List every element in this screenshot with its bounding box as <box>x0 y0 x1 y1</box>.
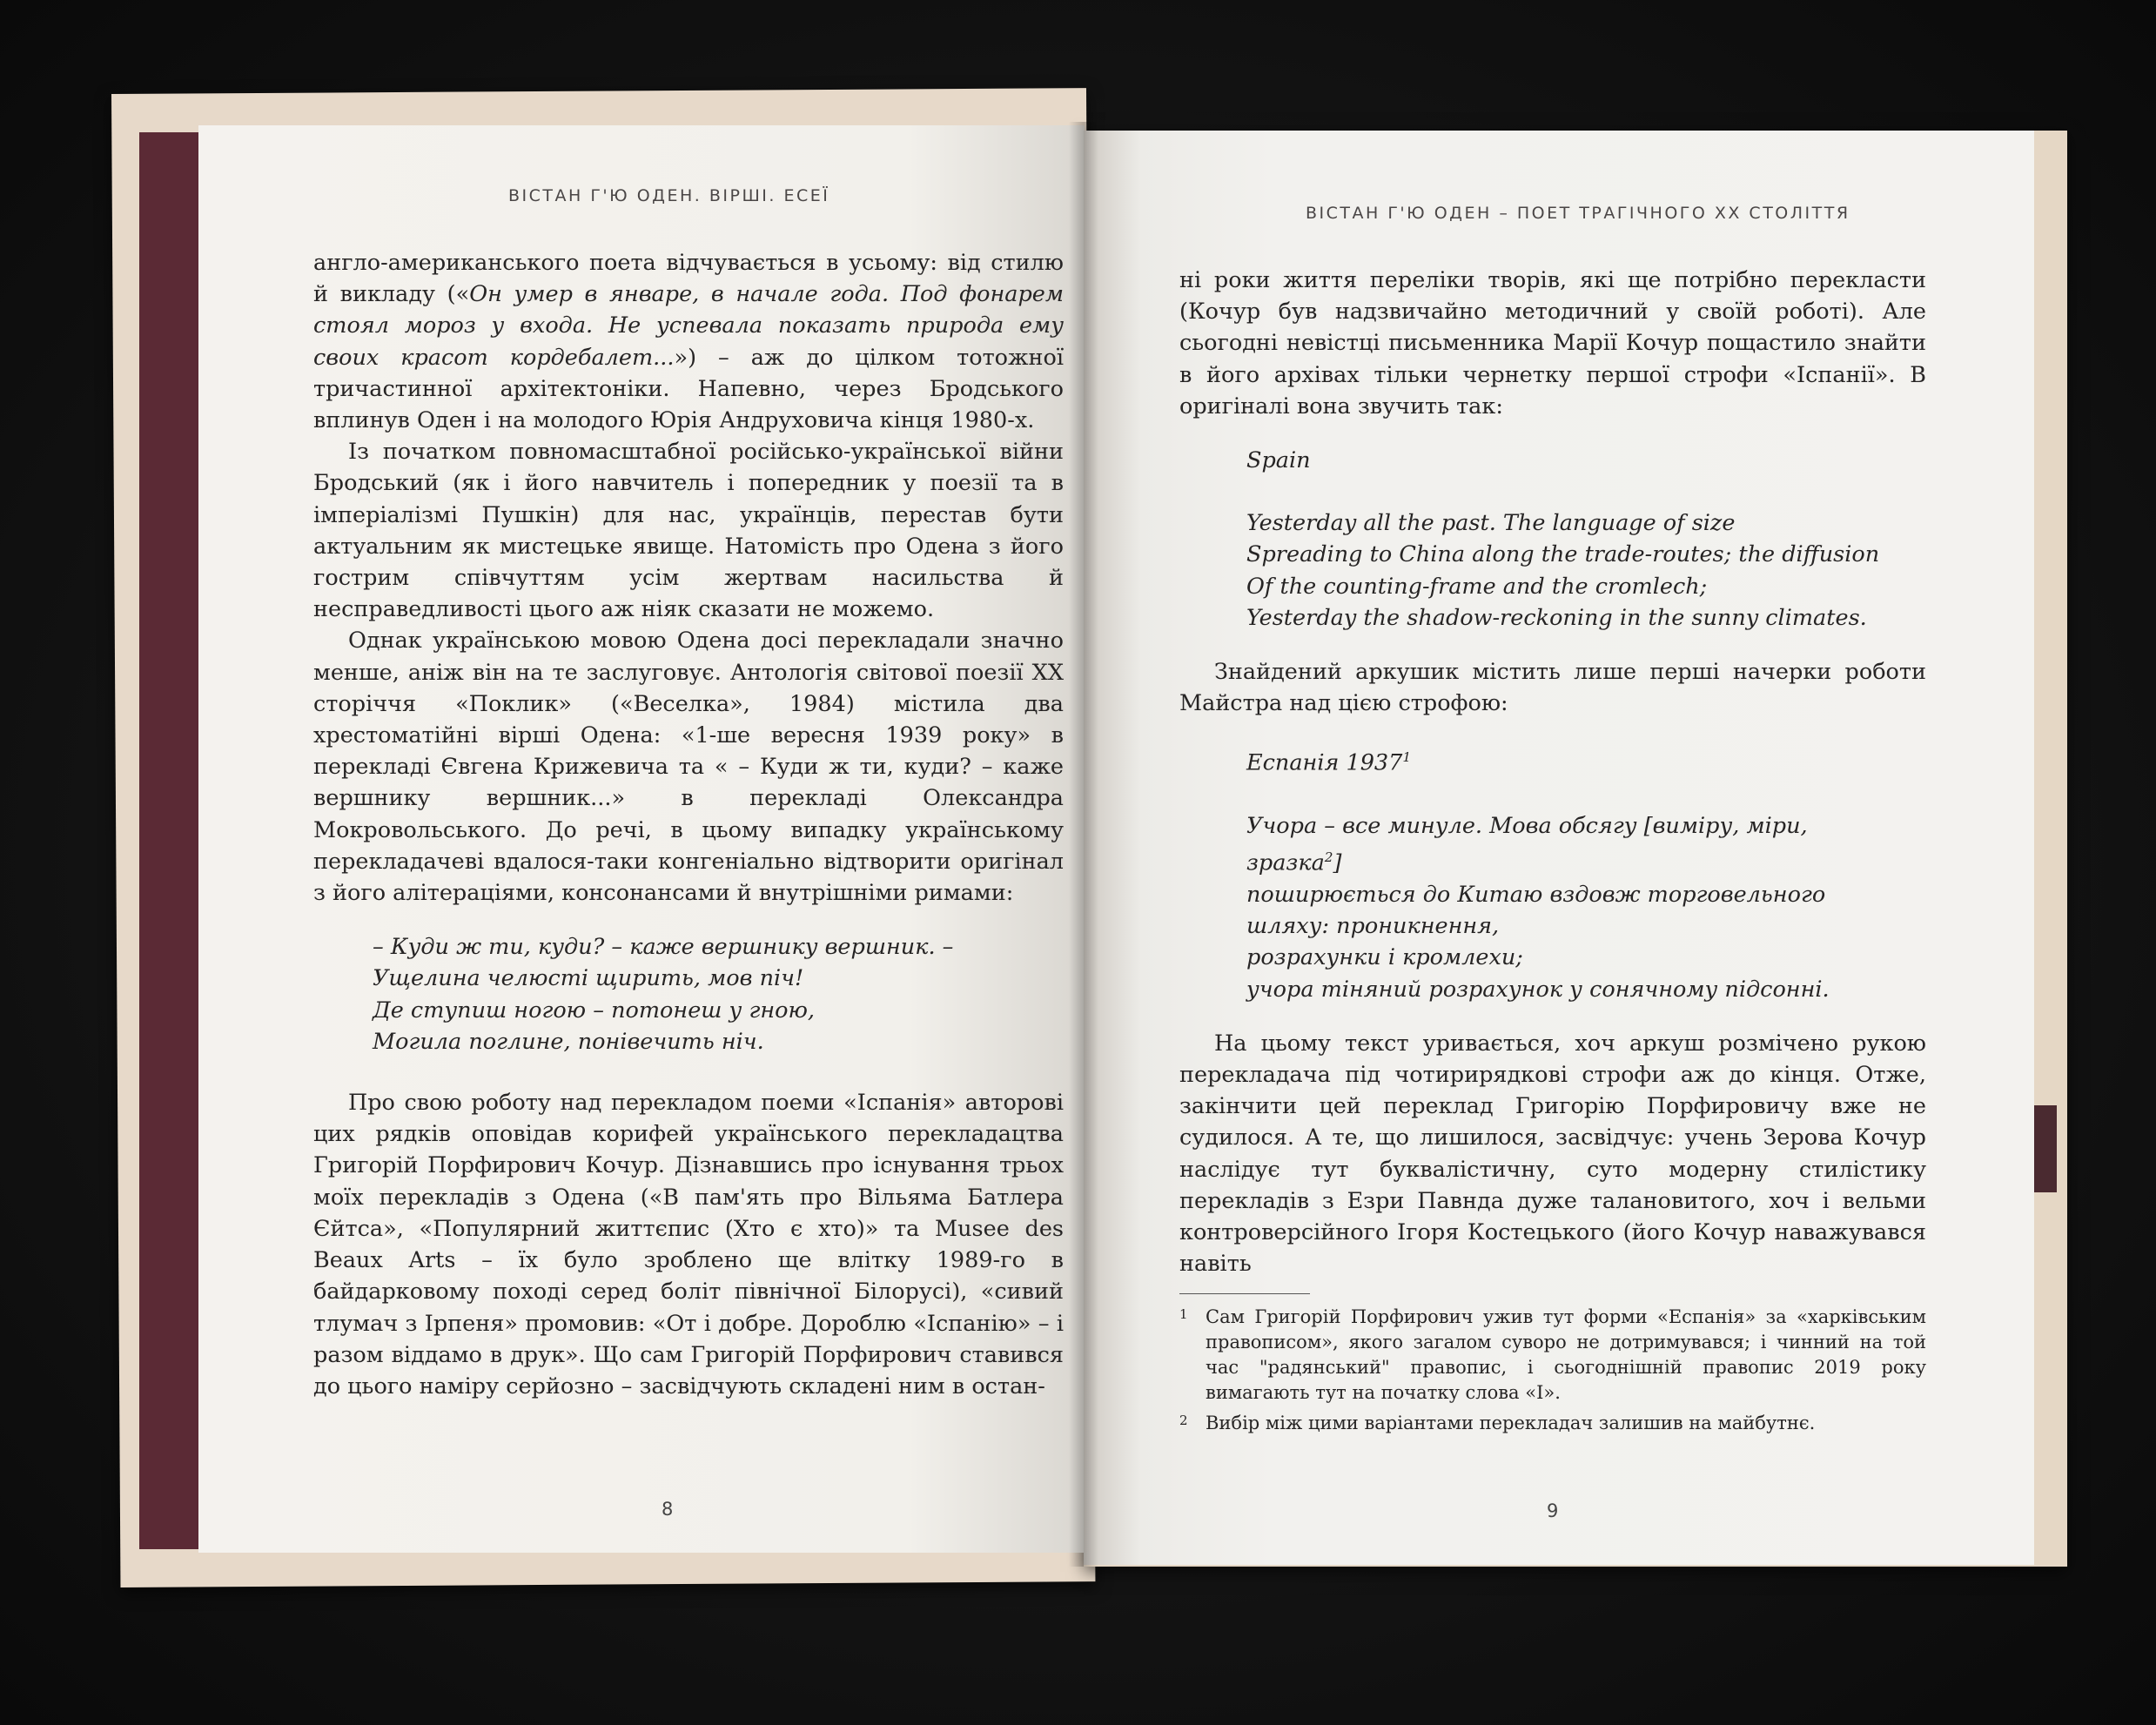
left-paragraph-1: англо-американського поета відчувається в усьому: від стилю й викладу («Он умер в январе, в начале года. Под фонарем стоял мороз у входа. Не успевала показать природа ему своих красот кордебалет...») – аж до цілком тотожної тричастинної архітектоніки. Напевно, через Бродського вплинув Оден і на молодого Юрія Андруховича кінця 1980-х. <box>313 250 1065 434</box>
ukrainian-verse <box>1179 742 1926 1004</box>
page-number-left: 8 <box>662 1499 674 1520</box>
verse-line: Yesterday the shadow-reckoning in the sunny climates. <box>1246 604 1867 631</box>
verse-line: зразка$^2$] <box>1246 849 1342 876</box>
verse-line: Де ступиш ногою – потонеш у гною, <box>373 997 816 1024</box>
right-text-block <box>1179 265 1926 1436</box>
verse-line: Ущелина челюсті щирить, мов піч! <box>373 965 804 992</box>
verse-title: Spain <box>1246 447 1311 474</box>
verse-line: поширюється до Китаю вздовж торговельного <box>1246 882 1826 909</box>
left-text-block <box>313 247 1064 1402</box>
right-paragraph-2: Знайдений аркушик містить лише перші начерки роботи Майстра над цією строфою: <box>1179 659 1926 717</box>
verse-line: Могила поглине, понівечить ніч. <box>373 1028 764 1055</box>
footnote-ref-1[interactable]: 1 <box>1402 749 1412 766</box>
page-number-right: 9 <box>1547 1500 1559 1521</box>
verse-line: – Куди ж ти, куди? – каже вершнику вершник. – <box>373 934 954 961</box>
verse-line: Of the counting-frame and the cromlech; <box>1246 573 1708 600</box>
verse-line: Yesterday all the past. The language of size <box>1246 510 1736 537</box>
endpaper-band-left <box>139 132 202 1549</box>
left-paragraph-2: Із початком повномасштабної російсько-української війни Бродський (як і його навчитель і попередник у поезії та в імперіалізмі Пушкін) для нас, українців, перестав бути актуальним як мистецьке явище. Натомість про Одена з його гострим співчуттям усім жертвам насильства й несправедливості цього аж ніяк сказати не можемо. <box>313 439 1064 623</box>
ribbon-bookmark <box>2032 1105 2057 1192</box>
verse-line: Учора – все минуле. Мова обсягу [виміру, міри, <box>1246 813 1808 840</box>
verse-line: розрахунки і кромлехи; <box>1246 944 1523 971</box>
left-paragraph-4: Про свою роботу над перекладом поеми «Іспанія» авторові цих рядків оповідав корифей українського перекладацтва Григорій Порфирович Кочур. Дізнавшись про існування трьох моїх перекладів з Одена («В пам'ять про Вільяма Батлера Єйтса», «Популярний життєпис (Хто є хто)» та Musee des Beaux Arts – їх було зроблено ще влітку 1989-го в байдарковому поході серед боліт північної Білорусі), «сивий тлумач з Ірпеня» промовив: «От і добре. Дороблю «Іспанію» – і разом віддамо в друк». Що сам Григорій Порфирович ставився до цього наміру серйозно – засвідчують складені ним в остан- <box>313 1090 1064 1399</box>
right-page <box>1084 131 2034 1565</box>
footnote-ref-2[interactable]: 2 <box>1324 849 1333 866</box>
english-verse <box>1179 445 1926 634</box>
footnotes <box>1179 1305 1926 1436</box>
verse-line: Spreading to China along the trade-routes; the diffusion <box>1246 541 1880 568</box>
left-verse-quote <box>313 931 1064 1057</box>
book-spine-gutter <box>1069 122 1098 1567</box>
verse-line: шляху: проникнення, <box>1246 913 1500 940</box>
left-paragraph-3: Однак українською мовою Одена досі перекладали значно менше, аніж він на те заслуговує. Антологія світової поезії XX сторіччя «Поклик» («Веселка», 1984) містила два хрестоматійні вірші Одена: «1-ше вересня 1939 року» в перекладі Євгена Крижевича та « – Куди ж ти, куди? – каже вершнику вершник...» в перекладі Олександра Мокровольського. До речі, в цьому випадку українському перекладачеві вдалося-таки конгеніально відтворити оригінал з його алітераціями, консонансами й внутрішніми римами: <box>313 628 1064 907</box>
left-running-head: ВІСТАН Г'Ю ОДЕН. ВІРШІ. ЕСЕЇ <box>508 186 830 205</box>
footnote-2: 2 Вибір між цими варіантами перекладач залишив на майбутнє. <box>1179 1413 1816 1434</box>
footnote-1: 1 Сам Григорій Порфирович ужив тут форми «Еспанія» за «харківським правописом», якого загалом суворо не дотримувався; і чинний на той час "радянський" правопис, і сьогоднішній правопис 2019 року вимагають тут на початку слова «І». <box>1179 1306 1926 1404</box>
right-running-head: ВІСТАН Г'Ю ОДЕН – ПОЕТ ТРАГІЧНОГО XX СТОЛІТТЯ <box>1306 204 1850 223</box>
verse-title: Еспанія 1937$^1$ <box>1246 749 1412 776</box>
right-paragraph-3: На цьому текст уривається, хоч аркуш розмічено рукою перекладача під чотирирядкові строфи аж до кінця. Отже, закінчити цей переклад Григорію Порфировичу вже не судилося. А те, що лишилося, засвідчує: учень Зерова Кочур наслідує тут буквалістичну, суто модерну стилістику перекладів з Езри Павнда дуже талановитого, хоч і вельми контроверсійного Ігоря Костецького (його Кочур наважувався навіть <box>1179 1030 1926 1278</box>
footnote-rule <box>1179 1293 1310 1294</box>
right-paragraph-1: ні роки життя переліки творів, які ще потрібно перекласти (Кочур був надзвичайно методичний у своїй роботі). Але сьогодні невістці письменника Марії Кочур пощастило знайти в його архівах тільки чернетку першої строфи «Іспанії». В оригіналі вона звучить так: <box>1179 267 1926 420</box>
verse-line: учора тіняний розрахунок у сонячному підсонні. <box>1246 976 1830 1003</box>
left-page <box>198 125 1085 1553</box>
